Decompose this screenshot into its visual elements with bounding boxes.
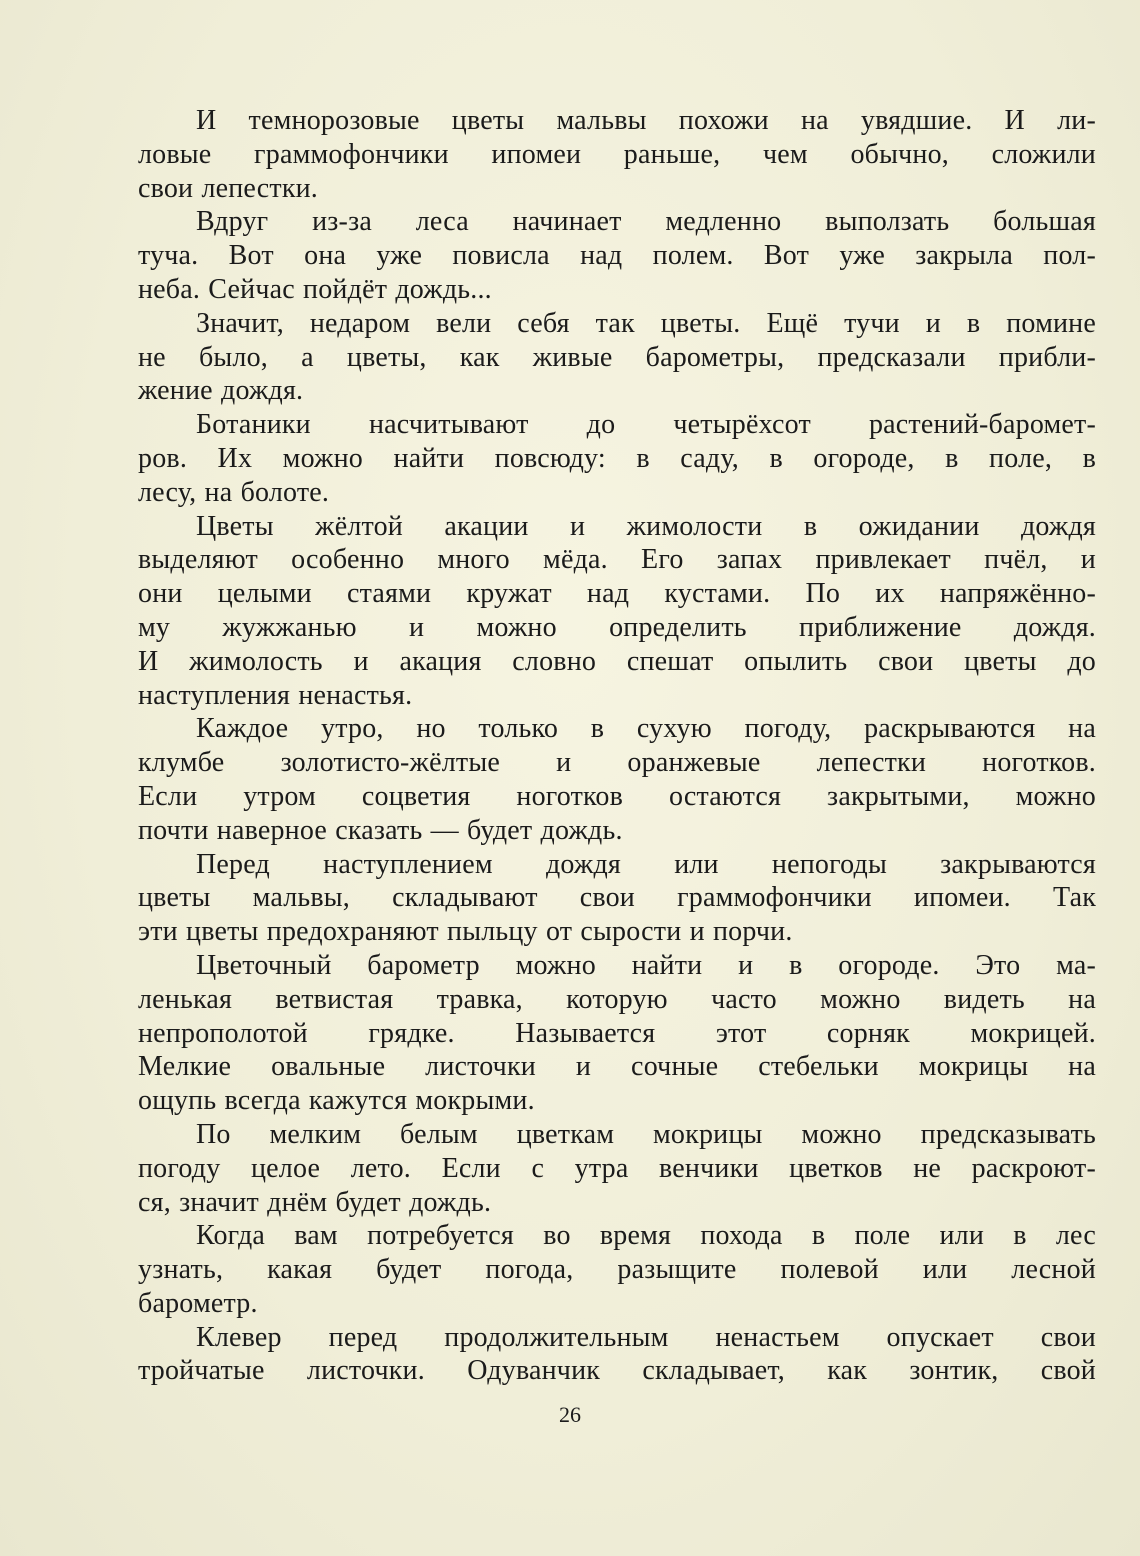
text-line: Мелкие овальные листочки и сочные стебельки мокрицы на bbox=[138, 1051, 1096, 1083]
paragraph bbox=[138, 1118, 1096, 1219]
paragraph bbox=[138, 104, 1096, 205]
paragraph bbox=[138, 408, 1096, 509]
text-line: Значит, недаром вели себя так цветы. Ещё тучи и в помине bbox=[196, 307, 1096, 339]
text-line: Если утром соцветия ноготков остаются закрытыми, можно bbox=[138, 780, 1096, 812]
text-line: И темнорозовые цветы мальвы похожи на увядшие. И ли- bbox=[196, 105, 1096, 136]
text-line: цветы мальвы, складывают свои граммофончики ипомеи. Так bbox=[138, 882, 1096, 914]
text-line: жение дождя. bbox=[138, 375, 304, 407]
paragraph bbox=[138, 712, 1096, 847]
text-line: По мелким белым цветкам мокрицы можно предсказывать bbox=[196, 1118, 1096, 1150]
text-line: лесу, на болоте. bbox=[138, 476, 330, 508]
text-line: не было, а цветы, как живые барометры, предсказали прибли- bbox=[138, 341, 1096, 373]
text-line: туча. Вот она уже повисла над полем. Вот уже закрыла пол- bbox=[138, 240, 1096, 272]
text-line: выделяют особенно много мёда. Его запах привлекает пчёл, и bbox=[138, 544, 1096, 576]
paragraph bbox=[138, 949, 1096, 1118]
paragraph bbox=[138, 205, 1096, 306]
text-line: наступления ненастья. bbox=[138, 679, 413, 711]
text-line: клумбе золотисто-жёлтые и оранжевые лепестки ноготков. bbox=[138, 747, 1096, 779]
page-number: 26 bbox=[559, 1402, 581, 1427]
text-line: ощупь всегда кажутся мокрыми. bbox=[138, 1085, 535, 1117]
text-line: ров. Их можно найти повсюду: в саду, в огороде, в поле, в bbox=[138, 442, 1096, 474]
text-line: И жимолость и акация словно спешат опылить свои цветы до bbox=[138, 645, 1096, 677]
text-line: му жужжанью и можно определить приближение дождя. bbox=[138, 611, 1096, 643]
text-line: Ботаники насчитывают до четырёхсот растений-баромет- bbox=[196, 409, 1096, 441]
text-line: ловые граммофончики ипомеи раньше, чем обычно, сложили bbox=[138, 138, 1096, 170]
text-line: они целыми стаями кружат над кустами. По их напряжённо- bbox=[138, 578, 1096, 610]
text-line: Перед наступлением дождя или непогоды закрываются bbox=[196, 848, 1096, 880]
text-line: Клевер перед продолжительным ненастьем опускает свои bbox=[196, 1321, 1096, 1353]
paragraph bbox=[138, 1219, 1096, 1320]
text-line: Вдруг из-за леса начинает медленно выползать большая bbox=[196, 206, 1096, 238]
paragraph bbox=[138, 1321, 1096, 1389]
text-line: Каждое утро, но только в сухую погоду, раскрываются на bbox=[196, 713, 1096, 745]
text-line: Цветочный барометр можно найти и в огороде. Это ма- bbox=[196, 949, 1096, 981]
paragraph bbox=[138, 848, 1096, 949]
text-line: узнать, какая будет погода, разыщите полевой или лесной bbox=[138, 1254, 1096, 1286]
paragraph bbox=[138, 307, 1096, 408]
text-line: барометр. bbox=[138, 1287, 258, 1319]
paragraph bbox=[138, 510, 1096, 713]
text-line: погоду целое лето. Если с утра венчики цветков не раскроют- bbox=[138, 1152, 1096, 1184]
text-line: неба. Сейчас пойдёт дождь... bbox=[138, 273, 492, 305]
text-line: тройчатые листочки. Одуванчик складывает, как зонтик, свой bbox=[138, 1355, 1096, 1387]
text-line: ленькая ветвистая травка, которую часто можно видеть на bbox=[138, 983, 1096, 1015]
text-line: непрополотой грядке. Называется этот сорняк мокрицей. bbox=[138, 1017, 1096, 1049]
text-line: Когда вам потребуется во время похода в поле или в лес bbox=[196, 1220, 1096, 1252]
text-line: почти наверное сказать — будет дождь. bbox=[138, 814, 623, 846]
text-line: ся, значит днём будет дождь. bbox=[138, 1186, 492, 1218]
text-line: Цветы жёлтой акации и жимолости в ожидании дождя bbox=[196, 510, 1096, 542]
text-line: эти цветы предохраняют пыльцу от сырости и порчи. bbox=[138, 916, 793, 948]
body-text bbox=[138, 104, 1096, 1388]
text-line: свои лепестки. bbox=[138, 172, 319, 204]
